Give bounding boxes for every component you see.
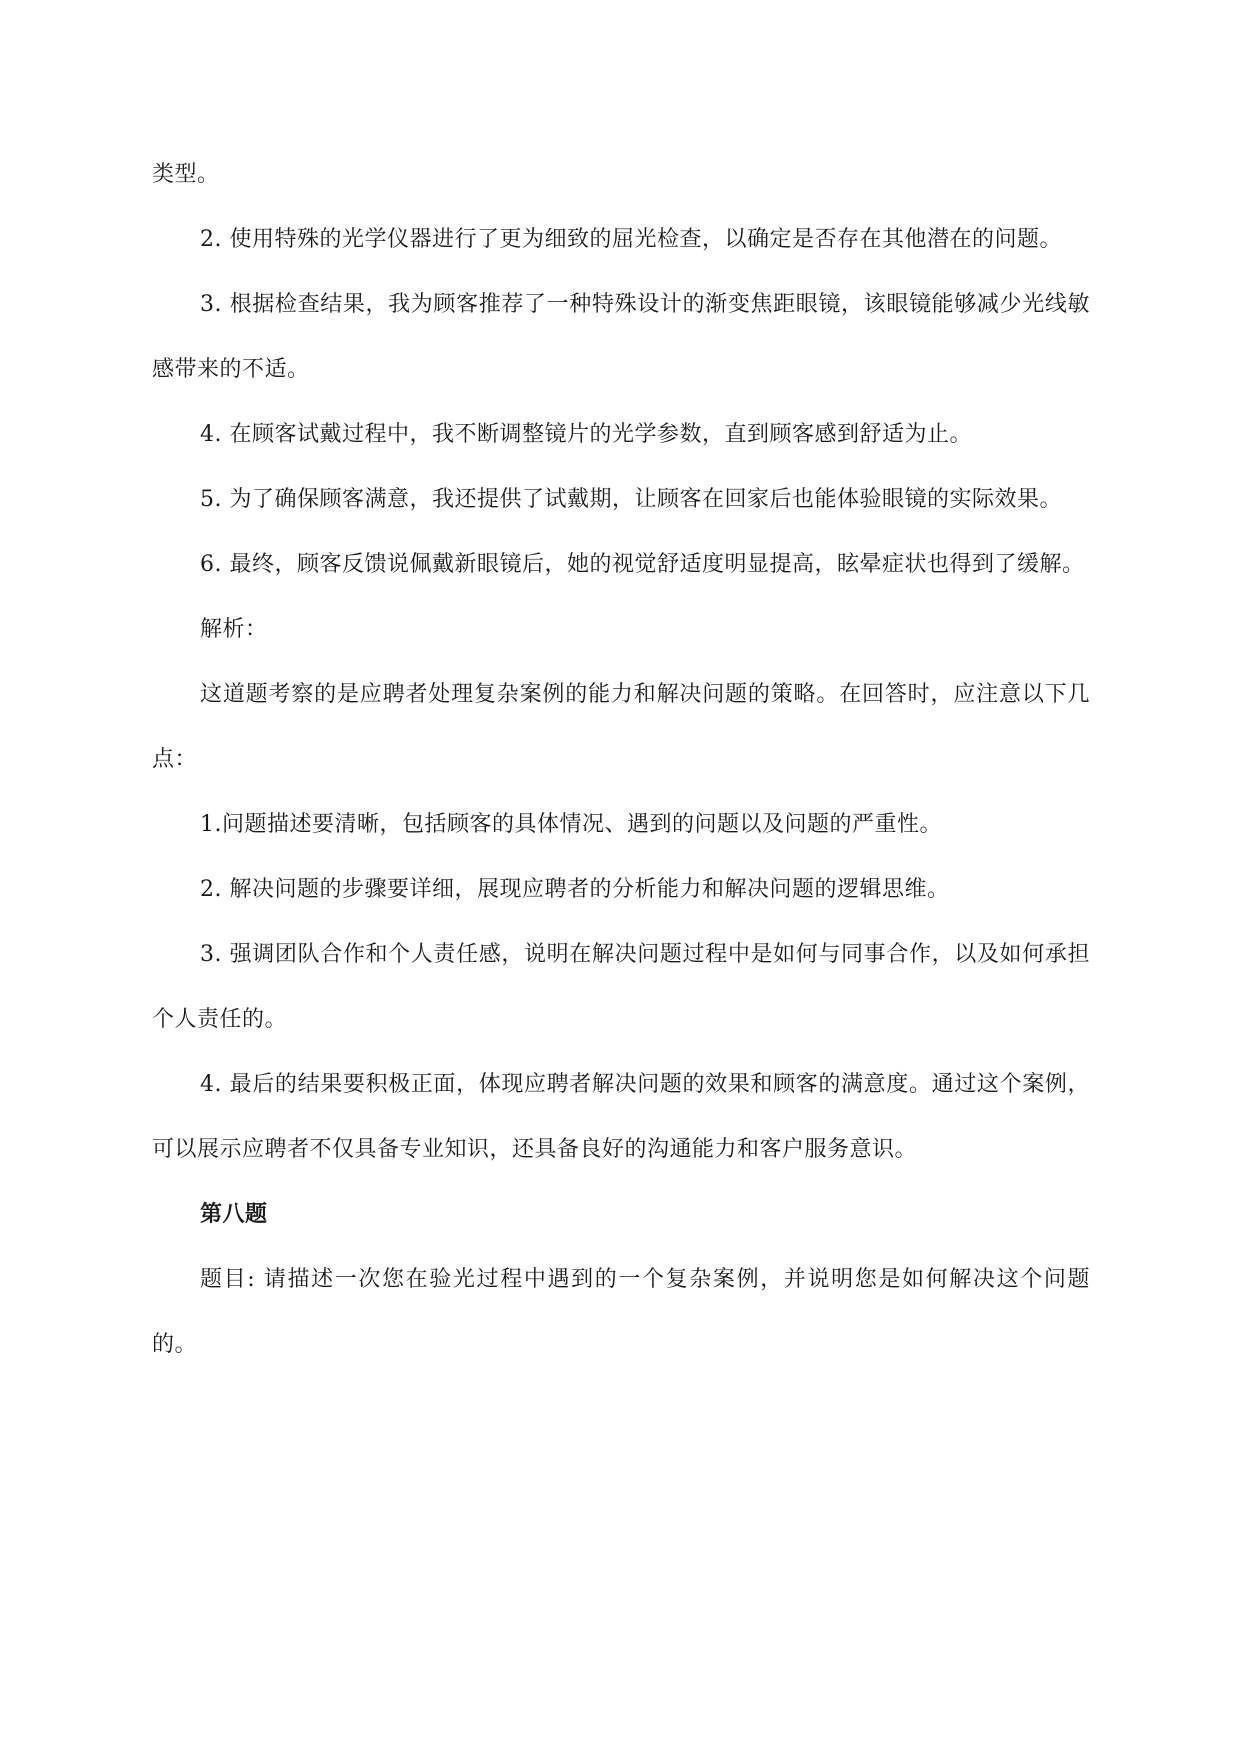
analysis-point-4: 4. 最后的结果要积极正面，体现应聘者解决问题的效果和顾客的满意度。通过这个案例，可以展示应聘者不仅具备专业知识，还具备良好的沟通能力和客户服务意识。 xyxy=(152,1072,1090,1162)
analysis-intro: 这道题考察的是应聘者处理复杂案例的能力和解决问题的策略。在回答时，应注意以下几点： xyxy=(152,682,1090,772)
step-4: 4. 在顾客试戴过程中，我不断调整镜片的光学参数，直到顾客感到舒适为止。 xyxy=(200,422,972,447)
step-2: 2. 使用特殊的光学仪器进行了更为细致的屈光检查，以确定是否存在其他潜在的问题。 xyxy=(200,227,1062,252)
question-text: 题目: 请描述一次您在验光过程中遇到的一个复杂案例，并说明您是如何解决这个问题的。 xyxy=(152,1267,1090,1357)
analysis-point-2: 2. 解决问题的步骤要详细，展现应聘者的分析能力和解决问题的逻辑思维。 xyxy=(200,877,950,902)
step-5: 5. 为了确保顾客满意，我还提供了试戴期，让顾客在回家后也能体验眼镜的实际效果。 xyxy=(200,487,1062,512)
analysis-point-1: 1.问题描述要清晰，包括顾客的具体情况、遇到的问题以及问题的严重性。 xyxy=(200,812,942,837)
paragraph-continuation: 类型。 xyxy=(152,162,220,187)
analysis-point-3: 3. 强调团队合作和个人责任感，说明在解决问题过程中是如何与同事合作，以及如何承担个人责任的。 xyxy=(152,942,1090,1032)
step-6: 6. 最终，顾客反馈说佩戴新眼镜后，她的视觉舒适度明显提高，眩晕症状也得到了缓解。 xyxy=(200,552,1085,577)
document-body xyxy=(152,142,1090,1377)
analysis-label: 解析： xyxy=(200,617,268,642)
question-heading: 第八题 xyxy=(200,1201,268,1227)
step-3: 3. 根据检查结果，我为顾客推荐了一种特殊设计的渐变焦距眼镜，该眼镜能够减少光线敏感带来的不适。 xyxy=(152,292,1090,382)
